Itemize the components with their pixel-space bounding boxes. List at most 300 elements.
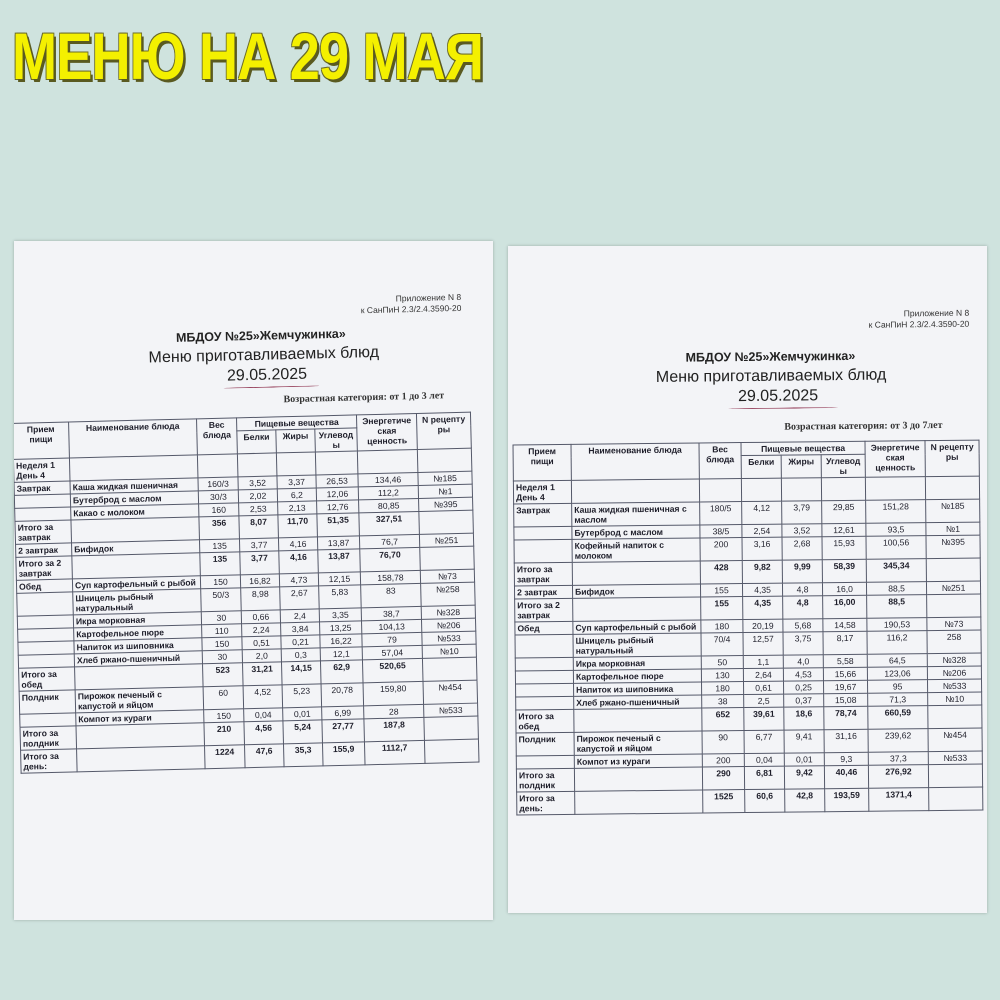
weight-cell: 60 (203, 686, 244, 710)
menu-sheet-preschool (508, 246, 987, 913)
recipe-cell (420, 546, 475, 570)
energy-cell: 71,3 (868, 693, 928, 707)
energy-cell: 159,80 (363, 681, 424, 705)
recipe-cell: №328 (927, 653, 981, 667)
dish-cell (69, 455, 198, 481)
protein-cell (741, 478, 781, 501)
protein-cell: 2,02 (238, 489, 277, 503)
recipe-cell: №73 (420, 569, 474, 583)
weight-cell: 180/5 (700, 502, 742, 525)
weight-cell: 130 (701, 669, 743, 682)
weight-cell: 160/3 (198, 477, 238, 491)
energy-cell: 57,04 (362, 645, 422, 659)
carbs-cell: 27,77 (322, 719, 365, 743)
menu-table (513, 440, 984, 816)
date-underline (223, 385, 319, 388)
recipe-cell (422, 657, 477, 681)
energy-cell: 190,53 (867, 618, 927, 632)
fat-cell: 4,16 (279, 550, 319, 574)
carbs-cell: 13,25 (320, 621, 362, 635)
carbs-cell: 78,74 (824, 706, 868, 729)
energy-cell: 76,70 (360, 547, 421, 571)
fat-cell: 4,73 (279, 573, 318, 587)
menu-table-body (14, 448, 479, 773)
dish-cell (72, 553, 201, 579)
fat-cell: 2,13 (278, 501, 317, 515)
weight-cell: 160 (199, 503, 239, 517)
menu-sheet-toddlers (14, 241, 493, 920)
dish-cell: Бутерброд с маслом (572, 525, 700, 539)
fat-cell: 5,24 (283, 720, 323, 744)
weight-cell: 90 (702, 731, 744, 754)
fat-cell: 2,68 (782, 537, 822, 560)
weight-cell: 38/5 (700, 525, 742, 538)
header-recipe: N рецепту ры (925, 440, 979, 477)
meal-cell: Неделя 1 День 4 (513, 480, 571, 504)
recipe-cell (424, 739, 479, 763)
meal-cell (516, 755, 574, 769)
fat-cell: 3,75 (783, 632, 823, 655)
organization-name: МБДОУ №25»Жемчужинка» (175, 326, 346, 345)
carbs-cell: 15,08 (824, 693, 868, 706)
recipe-cell: №73 (927, 617, 981, 631)
weight-cell: 135 (199, 539, 239, 553)
protein-cell (237, 453, 277, 477)
carbs-cell: 15,93 (822, 536, 866, 559)
menu-title: Меню приготавливаемых блюд (148, 343, 380, 367)
weight-cell: 70/4 (701, 633, 743, 656)
protein-cell: 0,66 (241, 610, 280, 624)
meal-cell: Итого за полдник (20, 726, 77, 750)
energy-cell: 64,5 (867, 654, 927, 668)
fat-cell: 3,84 (281, 622, 320, 636)
weight-cell: 523 (203, 663, 244, 687)
carbs-cell: 12,06 (316, 487, 358, 501)
carbs-cell: 12,61 (822, 523, 866, 536)
recipe-cell (928, 764, 982, 788)
menu-date: 29.05.2025 (226, 365, 308, 385)
energy-cell: 88,5 (867, 595, 927, 619)
dish-cell: Шницель рыбный натуральный (73, 589, 202, 615)
energy-cell: 345,34 (866, 559, 926, 583)
carbs-cell: 58,39 (822, 559, 866, 582)
age-category: Возрастная категория: от 1 до 3 лет (283, 390, 445, 406)
meal-cell (514, 539, 572, 563)
meal-cell: Итого за 2 завтрак (16, 556, 73, 580)
dish-cell: Суп картофельный с рыбой (72, 576, 200, 592)
weight-cell: 150 (204, 709, 244, 723)
protein-cell: 6,81 (744, 766, 784, 789)
weight-cell: 180 (701, 620, 743, 633)
recipe-cell (417, 448, 472, 472)
fat-cell: 4,16 (278, 537, 317, 551)
dish-cell (77, 746, 206, 772)
dish-cell (572, 561, 700, 585)
recipe-cell: №533 (928, 679, 982, 693)
meal-cell: Обед (16, 579, 72, 593)
dish-cell: Картофельное пюре (74, 625, 202, 641)
dish-cell (75, 664, 204, 690)
dish-cell (574, 767, 702, 791)
recipe-cell: №533 (424, 703, 478, 717)
recipe-cell: №395 (419, 497, 473, 511)
fat-cell: 14,15 (281, 661, 321, 685)
carbs-cell: 16,22 (320, 634, 362, 648)
protein-cell: 2,53 (239, 502, 278, 516)
header-energy: Энергетиче ская ценность (865, 441, 925, 478)
meal-cell: Завтрак (14, 481, 70, 495)
energy-cell: 134,46 (358, 472, 418, 486)
recipe-cell: №328 (421, 605, 475, 619)
annex-note (845, 308, 969, 331)
protein-cell: 8,98 (241, 587, 281, 611)
dish-cell: Хлеб ржано-пшеничный (74, 651, 202, 667)
meal-cell: 2 завтрак (514, 585, 572, 599)
protein-cell: 2,5 (744, 694, 784, 707)
header-dish: Наименование блюда (571, 443, 699, 480)
protein-cell: 47,6 (244, 744, 284, 768)
carbs-cell: 12,1 (320, 647, 362, 661)
meal-cell (515, 657, 573, 671)
energy-cell: 276,92 (868, 765, 928, 789)
fat-cell: 6,2 (277, 488, 316, 502)
carbs-cell: 20,78 (321, 683, 364, 707)
recipe-cell: №206 (927, 666, 981, 680)
recipe-cell: №251 (419, 533, 473, 547)
weight-cell: 200 (702, 754, 744, 767)
carbs-cell: 8,17 (823, 631, 867, 654)
dish-cell: Бифидок (72, 540, 200, 556)
carbs-cell: 13,87 (317, 536, 359, 550)
protein-cell: 4,56 (244, 721, 284, 745)
dish-cell: Компот из кураги (574, 754, 702, 768)
annex-line-1: Приложение N 8 (903, 307, 970, 319)
meal-cell: Обед (515, 621, 573, 635)
dish-cell: Напиток из шиповника (574, 682, 702, 696)
carbs-cell: 16,0 (822, 582, 866, 595)
header-carbs: Углевод ы (315, 428, 358, 452)
carbs-cell: 31,16 (824, 729, 868, 752)
recipe-cell: №454 (928, 728, 982, 752)
header-nutrients: Пищевые вещества (237, 415, 357, 431)
carbs-cell: 51,35 (317, 513, 360, 537)
header-meal: Прием пищи (14, 422, 69, 459)
carbs-cell: 5,58 (823, 654, 867, 667)
header-fat: Жиры (781, 455, 821, 478)
fat-cell: 42,8 (785, 789, 825, 812)
protein-cell: 4,35 (742, 583, 782, 596)
carbs-cell (821, 477, 865, 500)
dish-cell: Картофельное пюре (573, 669, 701, 683)
weight-cell: 155 (701, 597, 743, 620)
header-recipe: N рецепту ры (416, 412, 471, 449)
protein-cell: 60,6 (745, 789, 785, 812)
header-weight: Вес блюда (197, 418, 238, 455)
recipe-cell (927, 594, 981, 618)
energy-cell: 83 (361, 583, 422, 607)
carbs-cell: 15,66 (823, 667, 867, 680)
recipe-cell: №258 (421, 582, 476, 606)
meal-cell: 2 завтрак (16, 543, 72, 557)
recipe-cell (424, 716, 479, 740)
fat-cell: 4,53 (783, 668, 823, 681)
protein-cell: 9,82 (742, 560, 782, 583)
recipe-cell: №1 (418, 484, 472, 498)
energy-cell: 79 (362, 632, 422, 646)
meal-cell: Итого за полдник (516, 768, 574, 792)
energy-cell: 239,62 (868, 729, 928, 753)
header-dish: Наименование блюда (69, 419, 198, 458)
protein-cell: 3,77 (239, 538, 278, 552)
protein-cell: 6,77 (744, 730, 784, 753)
dish-cell: Бифидок (572, 584, 700, 598)
protein-cell: 0,04 (744, 753, 784, 766)
weight-cell: 200 (700, 538, 742, 561)
weight-cell: 50 (701, 656, 743, 669)
recipe-cell: №533 (422, 631, 476, 645)
dish-cell: Шницель рыбный натуральный (573, 633, 701, 657)
energy-cell: 104,13 (362, 619, 422, 633)
page-headline: МЕНЮ НА 29 МАЯ (12, 19, 484, 93)
age-category: Возрастная категория: от 3 до 7лет (784, 419, 943, 433)
weight-cell: 150 (200, 575, 240, 589)
energy-cell: 93,5 (866, 523, 926, 537)
protein-cell: 2,54 (742, 524, 782, 537)
carbs-cell: 14,58 (823, 618, 867, 631)
weight-cell: 50/3 (201, 588, 242, 612)
carbs-cell: 62,9 (320, 660, 363, 684)
recipe-cell: №206 (422, 618, 476, 632)
carbs-cell: 193,59 (825, 788, 869, 811)
menu-table (14, 412, 480, 774)
weight-cell: 652 (702, 708, 744, 731)
protein-cell: 3,52 (238, 476, 277, 490)
meal-cell: Завтрак (514, 503, 572, 527)
meal-cell: Неделя 1 День 4 (14, 458, 70, 482)
recipe-cell: №251 (926, 581, 980, 595)
fat-cell: 11,70 (278, 514, 318, 538)
meal-cell (514, 526, 572, 540)
recipe-cell: №395 (926, 535, 980, 559)
dish-cell (575, 790, 703, 814)
energy-cell (357, 449, 418, 473)
protein-cell: 4,52 (243, 685, 283, 709)
protein-cell: 4,12 (742, 501, 782, 524)
recipe-cell: №185 (418, 471, 472, 485)
fat-cell: 4,8 (783, 596, 823, 619)
protein-cell: 2,24 (242, 623, 281, 637)
weight-cell: 155 (700, 584, 742, 597)
meal-cell: Итого за день: (517, 791, 575, 815)
recipe-cell: №10 (928, 692, 982, 706)
carbs-cell: 16,00 (823, 595, 867, 618)
weight-cell: 356 (199, 516, 240, 540)
recipe-cell (419, 510, 474, 534)
recipe-cell: №10 (422, 644, 476, 658)
fat-cell: 0,01 (784, 753, 824, 766)
dish-cell: Икра морковная (573, 656, 701, 670)
menu-title: Меню приготавливаемых блюд (655, 366, 887, 386)
energy-cell: 116,2 (867, 631, 927, 655)
dish-cell (76, 723, 205, 749)
carbs-cell: 5,83 (319, 585, 362, 609)
date-underline (728, 407, 838, 409)
energy-cell: 95 (868, 680, 928, 694)
dish-cell (71, 517, 200, 543)
dish-cell: Суп картофельный с рыбой (573, 620, 701, 634)
dish-cell: Икра морковная (73, 612, 201, 628)
protein-cell: 39,61 (744, 707, 784, 730)
header-energy: Энергетиче ская ценность (357, 413, 418, 450)
protein-cell: 0,04 (244, 708, 283, 722)
carbs-cell: 19,67 (823, 680, 867, 693)
protein-cell: 8,07 (239, 515, 279, 539)
energy-cell: 123,06 (867, 667, 927, 681)
recipe-cell: №185 (926, 499, 980, 523)
dish-cell (574, 708, 702, 732)
annex-note (337, 292, 462, 317)
dish-cell: Бутерброд с маслом (70, 491, 198, 507)
weight-cell: 38 (702, 695, 744, 708)
header-fat: Жиры (276, 429, 316, 453)
protein-cell: 31,21 (242, 662, 282, 686)
carbs-cell: 29,85 (822, 500, 866, 523)
weight-cell: 1224 (205, 745, 246, 769)
fat-cell: 35,3 (283, 743, 323, 767)
fat-cell: 3,52 (782, 524, 822, 537)
fat-cell: 3,79 (782, 501, 822, 524)
fat-cell: 5,23 (282, 684, 322, 708)
carbs-cell: 13,87 (318, 549, 361, 573)
energy-cell: 37,3 (868, 752, 928, 766)
weight-cell: 290 (702, 767, 744, 790)
carbs-cell: 6,99 (322, 706, 364, 720)
menu-table-body (513, 476, 983, 815)
dish-cell: Какао с молоком (71, 504, 199, 520)
fat-cell: 18,6 (784, 707, 824, 730)
fat-cell: 4,0 (783, 655, 823, 668)
energy-cell: 660,59 (868, 706, 928, 730)
weight-cell: 30 (202, 650, 242, 664)
recipe-cell (926, 558, 980, 582)
dish-cell: Напиток из шиповника (74, 638, 202, 654)
header-nutrients: Пищевые вещества (741, 441, 865, 455)
protein-cell: 2,0 (242, 649, 281, 663)
energy-cell: 151,28 (866, 500, 926, 524)
weight-cell: 180 (702, 682, 744, 695)
protein-cell: 16,82 (240, 574, 279, 588)
fat-cell: 0,3 (281, 648, 320, 662)
menu-date: 29.05.2025 (737, 387, 819, 406)
meal-cell: Полдник (19, 690, 76, 714)
dish-cell: Пирожок печеный с капустой и яйцом (574, 731, 702, 755)
protein-cell: 2,64 (743, 668, 783, 681)
fat-cell: 0,01 (283, 707, 322, 721)
weight-cell: 150 (202, 637, 242, 651)
fat-cell: 9,42 (784, 766, 824, 789)
dish-cell: Каша жидкая пшеничная (70, 478, 198, 494)
dish-cell: Кофейный напиток с молоком (572, 538, 700, 562)
energy-cell: 1112,7 (364, 740, 425, 764)
meal-cell: Итого за обед (516, 709, 574, 733)
carbs-cell: 155,9 (322, 742, 365, 766)
weight-cell: 428 (700, 561, 742, 584)
weight-cell (197, 454, 238, 478)
carbs-cell: 9,3 (824, 752, 868, 765)
carbs-cell: 12,15 (318, 572, 360, 586)
energy-cell: 327,51 (359, 511, 420, 535)
organization-name: МБДОУ №25»Жемчужинка» (685, 348, 856, 365)
dish-cell: Хлеб ржано-пшеничный (574, 695, 702, 709)
fat-cell: 2,4 (280, 609, 319, 623)
weight-cell: 30/3 (198, 490, 238, 504)
dish-cell: Пирожок печеный с капустой и яйцом (75, 687, 204, 713)
energy-cell: 38,7 (361, 606, 421, 620)
energy-cell: 28 (364, 704, 424, 718)
energy-cell (865, 477, 925, 501)
carbs-cell: 40,46 (824, 765, 868, 788)
header-protein: Белки (237, 430, 277, 454)
protein-cell: 0,51 (242, 636, 281, 650)
recipe-cell: 258 (927, 630, 981, 654)
meal-cell: Итого за завтрак (15, 520, 72, 544)
fat-cell: 9,99 (782, 560, 822, 583)
recipe-cell: №1 (926, 522, 980, 536)
protein-cell: 3,77 (240, 551, 280, 575)
total-row (517, 787, 983, 815)
meal-cell: Итого за 2 завтрак (515, 598, 573, 622)
weight-cell: 1525 (703, 790, 745, 813)
recipe-cell (929, 787, 983, 811)
dish-cell: Каша жидкая пшеничная с маслом (572, 502, 700, 526)
weight-cell: 110 (202, 624, 242, 638)
energy-cell: 1371,4 (869, 788, 929, 812)
protein-cell: 12,57 (743, 632, 783, 655)
recipe-cell: №454 (423, 680, 478, 704)
weight-cell: 135 (200, 552, 241, 576)
weight-cell: 30 (201, 611, 241, 625)
annex-line-2: к СанПиН 2.3/2.4.3590-20 (360, 302, 462, 316)
header-protein: Белки (741, 455, 781, 478)
meal-cell (515, 670, 573, 684)
dish-cell (571, 479, 699, 503)
fat-cell (276, 452, 316, 476)
fat-cell (781, 478, 821, 501)
energy-cell: 76,7 (359, 534, 419, 548)
fat-cell: 0,37 (784, 694, 824, 707)
meal-cell (516, 683, 574, 697)
protein-cell: 4,35 (743, 596, 783, 619)
header-meal: Прием пищи (513, 444, 571, 481)
recipe-cell: №533 (928, 751, 982, 765)
fat-cell: 2,67 (280, 586, 320, 610)
protein-cell: 1,1 (743, 655, 783, 668)
meal-cell (17, 592, 74, 616)
meal-cell: Итого за обед (19, 667, 76, 691)
protein-cell: 20,19 (743, 619, 783, 632)
fat-cell: 0,25 (783, 681, 823, 694)
annex-line-1: Приложение N 8 (395, 291, 462, 304)
energy-cell: 158,78 (360, 570, 420, 584)
energy-cell: 88,5 (866, 582, 926, 596)
carbs-cell: 12,76 (317, 500, 359, 514)
recipe-cell (928, 705, 982, 729)
energy-cell: 80,85 (359, 498, 419, 512)
energy-cell: 112,2 (358, 485, 418, 499)
energy-cell: 100,56 (866, 536, 926, 560)
meal-cell (516, 696, 574, 710)
annex-line-2: к СанПиН 2.3/2.4.3590-20 (868, 318, 970, 330)
